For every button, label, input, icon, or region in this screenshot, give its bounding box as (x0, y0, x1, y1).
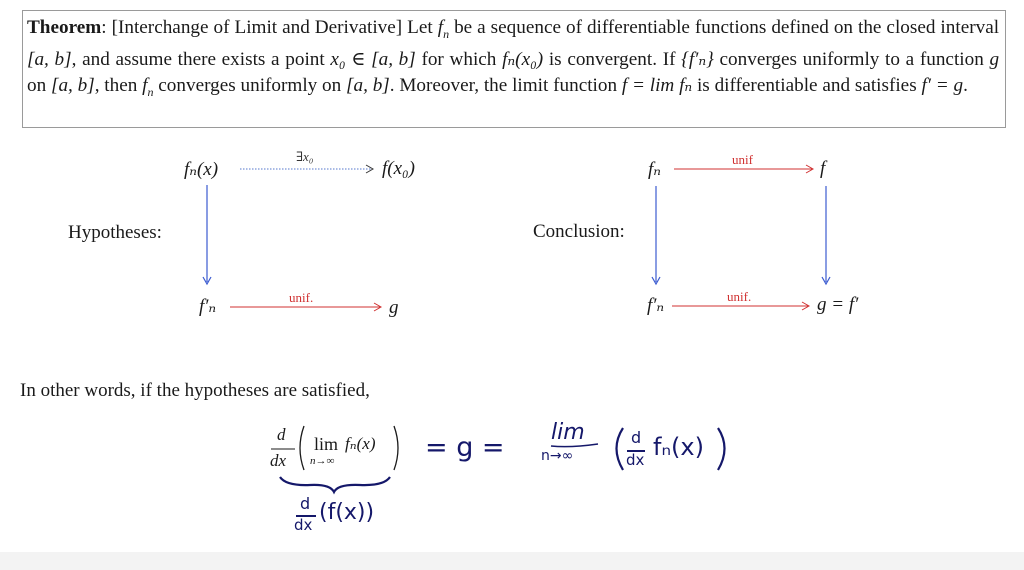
hand-paren-left (617, 428, 624, 470)
hand-fnx: fₙ(x) (653, 433, 704, 461)
hand-dx: dx (626, 451, 645, 469)
flim-symbol: f = lim fₙ (621, 74, 693, 96)
hand-under-fx: (f(x)) (319, 500, 375, 525)
interval-symbol: [a, b] (50, 74, 95, 96)
hand-under-d: d (300, 494, 311, 513)
unif-label: unif. (289, 290, 314, 305)
conclusion-label: Conclusion: (533, 221, 625, 242)
fnx0-symbol: fₙ(x₀) (502, 48, 544, 70)
formula-d: d (277, 425, 286, 444)
formula-lim-sub: n→∞ (310, 455, 335, 467)
x0-symbol: x₀ ∈ [a, b] (330, 48, 416, 70)
hand-paren-right (718, 428, 725, 470)
prose-text: In other words, if the hypotheses are satisfied, (20, 380, 370, 401)
exists-label: ∃x₀ (296, 149, 314, 164)
hand-under-dx: dx (294, 516, 313, 534)
fnprime-node: f′ₙ (199, 296, 217, 317)
fn-symbol: $f_n$ (142, 74, 154, 99)
fn-symbol: $f_n$ (437, 17, 450, 41)
theorem-text: be a sequence of differentiable functions defined on the closed interval (454, 17, 1000, 38)
hand-lim: lim (551, 420, 585, 445)
hand-underbrace (280, 477, 390, 492)
g-node: g (389, 297, 399, 318)
theorem-text: converges uniformly on (158, 74, 342, 96)
bottom-strip (0, 552, 1024, 570)
hand-d: d (631, 428, 642, 447)
theorem-text: Let (407, 17, 433, 38)
g-eq-fprime-node: g = f′ (817, 294, 859, 315)
paren-right (394, 426, 398, 470)
fnprime-node: f′ₙ (647, 295, 665, 316)
theorem-box: Theorem: [Interchange of Limit and Derivative] Let $f_n$ be a sequence of differentiable functions defined on the closed interval [a, b], and assume there exists a point x₀ ∈ [a, b] for which fₙ(x₀) is convergent. If {f′ₙ} converges uniformly to a function g on [a, b], then $f_n$ converges uniformly on [a, b]. Moreover, the limit function f = lim fₙ is differentiable and satisfies f′ = g. (22, 10, 1006, 128)
hand-eq-g: = g = (425, 432, 505, 463)
theorem-text: . Moreover, the limit function (389, 74, 618, 96)
theorem-heading: Theorem (27, 17, 102, 38)
theorem-text: is convergent. If (548, 48, 676, 70)
unif-label-bottom: unif. (727, 289, 752, 304)
g-symbol: g (989, 48, 1000, 70)
interval-symbol: [a, b] (27, 48, 72, 70)
paren-left (300, 426, 304, 470)
fnprime-set-symbol: {f′ₙ} (681, 48, 714, 70)
theorem-text: is differentiable and satisfies (696, 74, 917, 96)
theorem-text: converges uniformly to a function (719, 48, 984, 70)
hand-lim-sub: n→∞ (541, 448, 574, 464)
theorem-text: , then (94, 74, 138, 96)
theorem-text: . (963, 74, 968, 96)
fn-node: fₙ (648, 159, 661, 180)
formula-lim: lim (314, 434, 339, 454)
theorem-text: for which (421, 48, 497, 70)
formula-dx: dx (270, 451, 287, 470)
fnx-node: fₙ(x) (184, 159, 219, 180)
theorem-title: [Interchange of Limit and Derivative] (111, 17, 403, 38)
f-node: f (820, 158, 826, 179)
interval-symbol: [a, b] (346, 74, 390, 96)
theorem-text: , and assume there exists a point (71, 48, 325, 70)
formula-fnx: fₙ(x) (345, 434, 376, 453)
unif-label-top: unif (732, 152, 753, 167)
fx0-node: f(x₀) (382, 158, 415, 179)
theorem-text: on (27, 74, 47, 96)
hypotheses-label: Hypotheses: (68, 222, 162, 243)
fprime-eq-symbol: f′ = g (921, 74, 964, 96)
